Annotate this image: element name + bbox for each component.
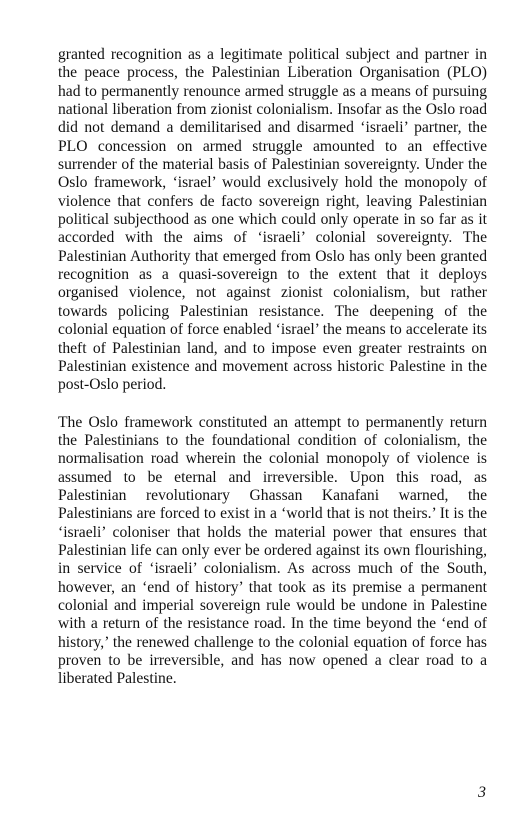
paragraph-2: The Oslo framework constituted an attempt to permanently return the Palestinians to the foundational condition of colonialism, the normalisation road wherein the colonial monopoly of violence is assumed to be eternal and irreversible. Upon this road, as Palestinian revolutionary Ghassan Kanafani warned, the Palestinians are forced to exist in a ‘world that is not theirs.’ It is the ‘israeli’ coloniser that holds the material power that ensures that Palestinian life can only ever be ordered against its own flourishing, in service of ‘israeli’ colonialism. As across much of the South, however, an ‘end of history’ that took as its premise a permanent colonial and imperial sovereign rule would be undone in Palestine with a return of the resistance road. In the time beyond the ‘end of history,’ the renewed challenge to the colonial equation of force has proven to be irreversible, and has now opened a clear road to a liberated Palestine.	[58, 413, 487, 688]
page-number: 3	[478, 784, 486, 801]
page-body	[58, 46, 487, 689]
paragraph-1: granted recognition as a legitimate political subject and partner in the peace process, the Palestinian Liberation Organisation (PLO) had to permanently renounce armed struggle as a means of pursuing national liberation from zionist colonialism. Insofar as the Oslo road did not demand a demilitarised and disarmed ‘israeli’ partner, the PLO concession on armed struggle amounted to an effective surrender of the material basis of Palestinian sovereignty. Under the Oslo framework, ‘israel’ would exclusively hold the monopoly of violence that confers de facto sovereign right, leaving Palestinian political subjecthood as one which could only operate in so far as it accorded with the aims of ‘israeli’ colonial sovereignty. The Palestinian Authority that emerged from Oslo has only been granted recognition as a quasi-sovereign to the extent that it deploys organised violence, not against zionist colonialism, but rather towards policing Palestinian resistance. The deepening of the colonial equation of force enabled ‘israel’ the means to accelerate its theft of Palestinian land, and to impose even greater restraints on Palestinian existence and movement across historic Palestine in the post-Oslo period.	[58, 46, 487, 394]
